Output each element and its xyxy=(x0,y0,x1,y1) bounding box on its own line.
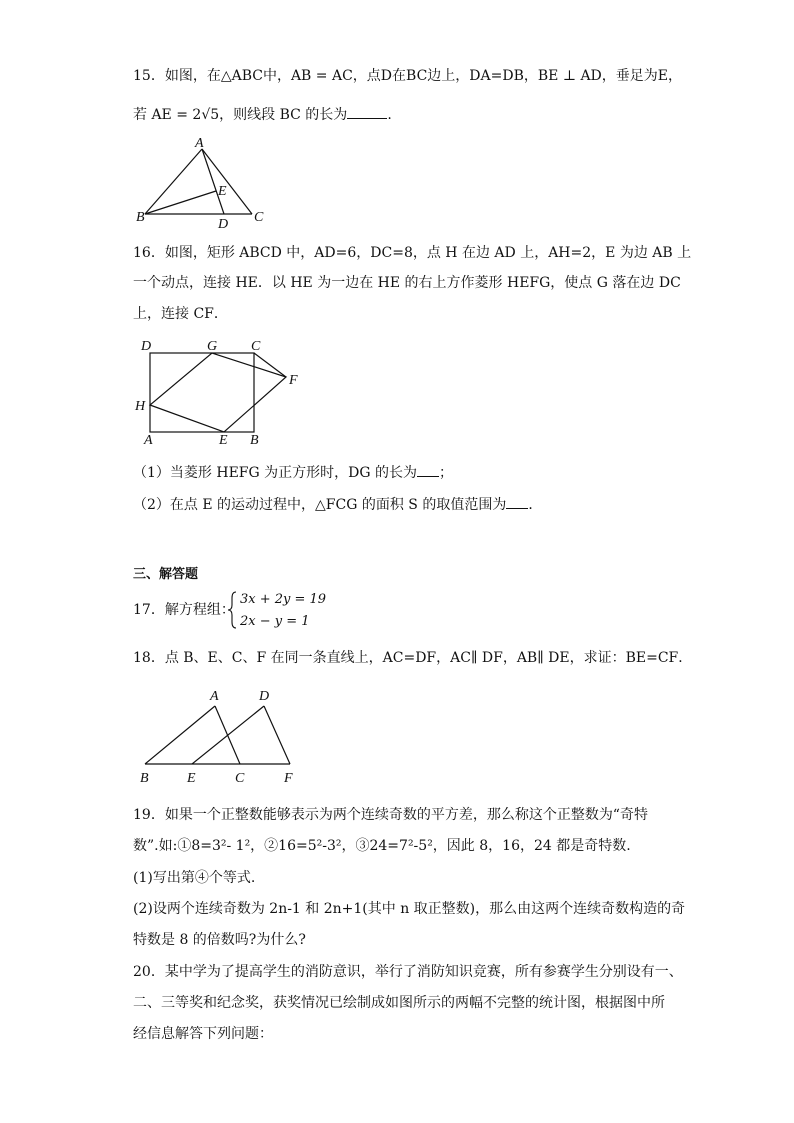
q17-equation-1: 3x + 2y = 19 xyxy=(240,592,327,607)
q15-label-a: A xyxy=(195,136,204,151)
q15-segment-be xyxy=(145,191,216,214)
q16-sub1-blank xyxy=(417,462,439,477)
q15-line2 xyxy=(133,104,392,125)
q16-line1: 16．如图，矩形 ABCD 中，AD=6，DC=8，点 H 在边 AD 上，AH=2，E 为边 AB 上 xyxy=(133,245,692,261)
q15-label-e: E xyxy=(218,184,227,199)
q19-line4: (2)设两个连续奇数为 2n-1 和 2n+1(其中 n 取正整数)，那么由这两个连续奇数构造的奇 xyxy=(133,901,686,917)
q16-sub1 xyxy=(133,462,453,483)
q16-label-c: C xyxy=(251,339,261,354)
q17-label: 17．解方程组： xyxy=(133,602,235,618)
q15-line2-end: . xyxy=(387,107,392,123)
q18-segment-ab xyxy=(145,706,215,764)
q16-sub2-end: ． xyxy=(528,497,543,513)
q16-label-e: E xyxy=(219,433,228,448)
q18-label-b: B xyxy=(140,771,149,786)
q16-sub1-text: （1）当菱形 HEFG 为正方形时，DG 的长为 xyxy=(133,465,417,481)
q16-label-h: H xyxy=(135,399,146,414)
q16-label-g: G xyxy=(207,339,218,354)
q15-label-b: B xyxy=(136,210,145,225)
q16-sub1-end: ； xyxy=(439,465,453,481)
q19-line1: 19．如果一个正整数能够表示为两个连续奇数的平方差，那么称这个正整数为“奇特 xyxy=(133,807,648,823)
section-heading: 三、解答题 xyxy=(133,567,199,582)
q16-line3: 上，连接 CF． xyxy=(133,306,228,322)
q18-segment-ac xyxy=(215,706,240,764)
q15-line2-text: 若 AE = 2√5，则线段 BC 的长为 xyxy=(133,107,348,123)
q19-line5: 特数是 8 的倍数吗?为什么? xyxy=(133,932,306,948)
q18-label-f: F xyxy=(284,771,293,786)
q15-label-c: C xyxy=(254,210,264,225)
q16-rhombus-hefg xyxy=(150,353,286,432)
q19-line3: (1)写出第④个等式. xyxy=(133,870,256,886)
q17-equation-2: 2x − y = 1 xyxy=(240,614,310,629)
q15-line1: 15．如图，在△ABC中，AB = AC，点D在BC边上，DA=DB，BE ⊥ AD，垂足为E， xyxy=(133,68,682,84)
q16-sub2-text: （2）在点 E 的运动过程中，△FCG 的面积 S 的取值范围为 xyxy=(133,497,507,513)
q16-label-a: A xyxy=(144,433,153,448)
q16-sub2 xyxy=(133,494,542,515)
q15-segment-ad xyxy=(202,149,224,214)
q16-rectangle-abcd xyxy=(150,353,254,432)
q18-label-c: C xyxy=(235,771,245,786)
q18-label-d: D xyxy=(259,689,270,704)
q15-side-ac xyxy=(202,149,252,214)
q19-line2: 数”.如:①8=3²- 1²，②16=5²-3²，③24=7²-5²，因此 8，16，24 都是奇特数. xyxy=(133,838,631,854)
q18-label-a: A xyxy=(210,689,219,704)
q18-segment-df xyxy=(264,706,290,764)
q16-line2: 一个动点，连接 HE．以 HE 为一边在 HE 的右上方作菱形 HEFG，使点 G 落在边 DC xyxy=(133,275,681,291)
q16-label-b: B xyxy=(250,433,259,448)
q20-line3: 经信息解答下列问题： xyxy=(133,1026,273,1042)
q16-label-f: F xyxy=(289,373,298,388)
q15-side-ab xyxy=(145,149,202,214)
q18-text: 18．点 B、E、C、F 在同一条直线上，AC=DF，AC∥ DF，AB∥ DE，求证：BE=CF． xyxy=(133,650,693,666)
q20-line1: 20．某中学为了提高学生的消防意识，举行了消防知识竞赛，所有参赛学生分别设有一、 xyxy=(133,964,683,980)
q16-label-d: D xyxy=(141,339,152,354)
q18-segment-de xyxy=(192,706,264,764)
q18-label-e: E xyxy=(187,771,196,786)
q16-sub2-blank xyxy=(506,494,528,509)
q20-line2: 二、三等奖和纪念奖，获奖情况已绘制成如图所示的两幅不完整的统计图，根据图中所 xyxy=(133,995,665,1011)
q15-answer-blank xyxy=(347,104,387,119)
q16-segment-cf xyxy=(254,353,286,377)
q15-label-d: D xyxy=(218,217,229,232)
